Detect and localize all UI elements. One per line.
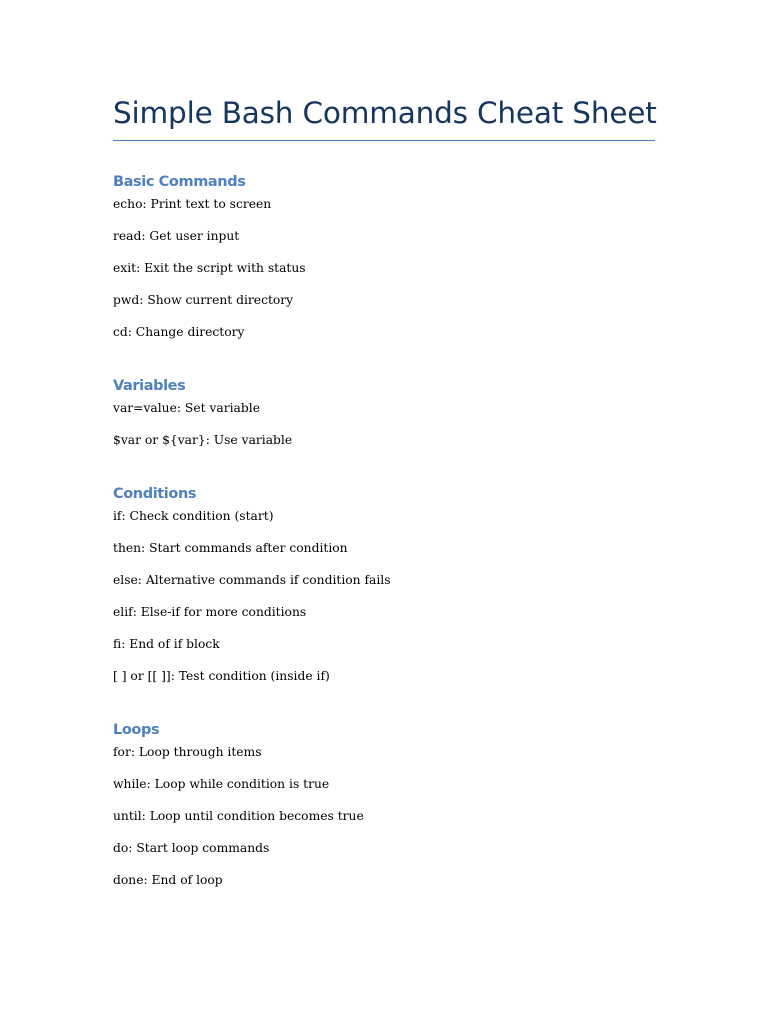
section-basic-commands <box>113 172 306 341</box>
list-item: until: Loop until condition becomes true <box>113 809 364 823</box>
list-item: fi: End of if block <box>113 637 220 651</box>
list-item: echo: Print text to screen <box>113 197 272 211</box>
list-item: then: Start commands after condition <box>113 541 348 555</box>
section-heading: Basic Commands <box>113 174 246 190</box>
list-item: [ ] or [[ ]]: Test condition (inside if) <box>113 669 330 683</box>
section-variables <box>113 376 292 449</box>
list-item: $var or ${var}: Use variable <box>113 433 293 447</box>
list-item: if: Check condition (start) <box>113 509 274 523</box>
list-item: while: Loop while condition is true <box>113 777 330 791</box>
list-item: cd: Change directory <box>113 325 245 339</box>
list-item: else: Alternative commands if condition fails <box>113 573 391 587</box>
list-item: var=value: Set variable <box>113 401 260 415</box>
section-heading: Loops <box>113 722 160 738</box>
list-item: do: Start loop commands <box>113 841 270 855</box>
list-item: done: End of loop <box>113 873 223 887</box>
list-item: exit: Exit the script with status <box>113 261 306 275</box>
list-item: for: Loop through items <box>113 745 262 759</box>
section-heading: Conditions <box>113 486 197 502</box>
section-heading: Variables <box>113 378 186 394</box>
title-underline-rule <box>113 140 655 141</box>
list-item: pwd: Show current directory <box>113 293 294 307</box>
document-title: Simple Bash Commands Cheat Sheet <box>113 96 657 130</box>
list-item: read: Get user input <box>113 229 240 243</box>
list-item: elif: Else-if for more conditions <box>113 605 307 619</box>
section-loops <box>113 720 364 889</box>
section-conditions <box>113 484 391 685</box>
